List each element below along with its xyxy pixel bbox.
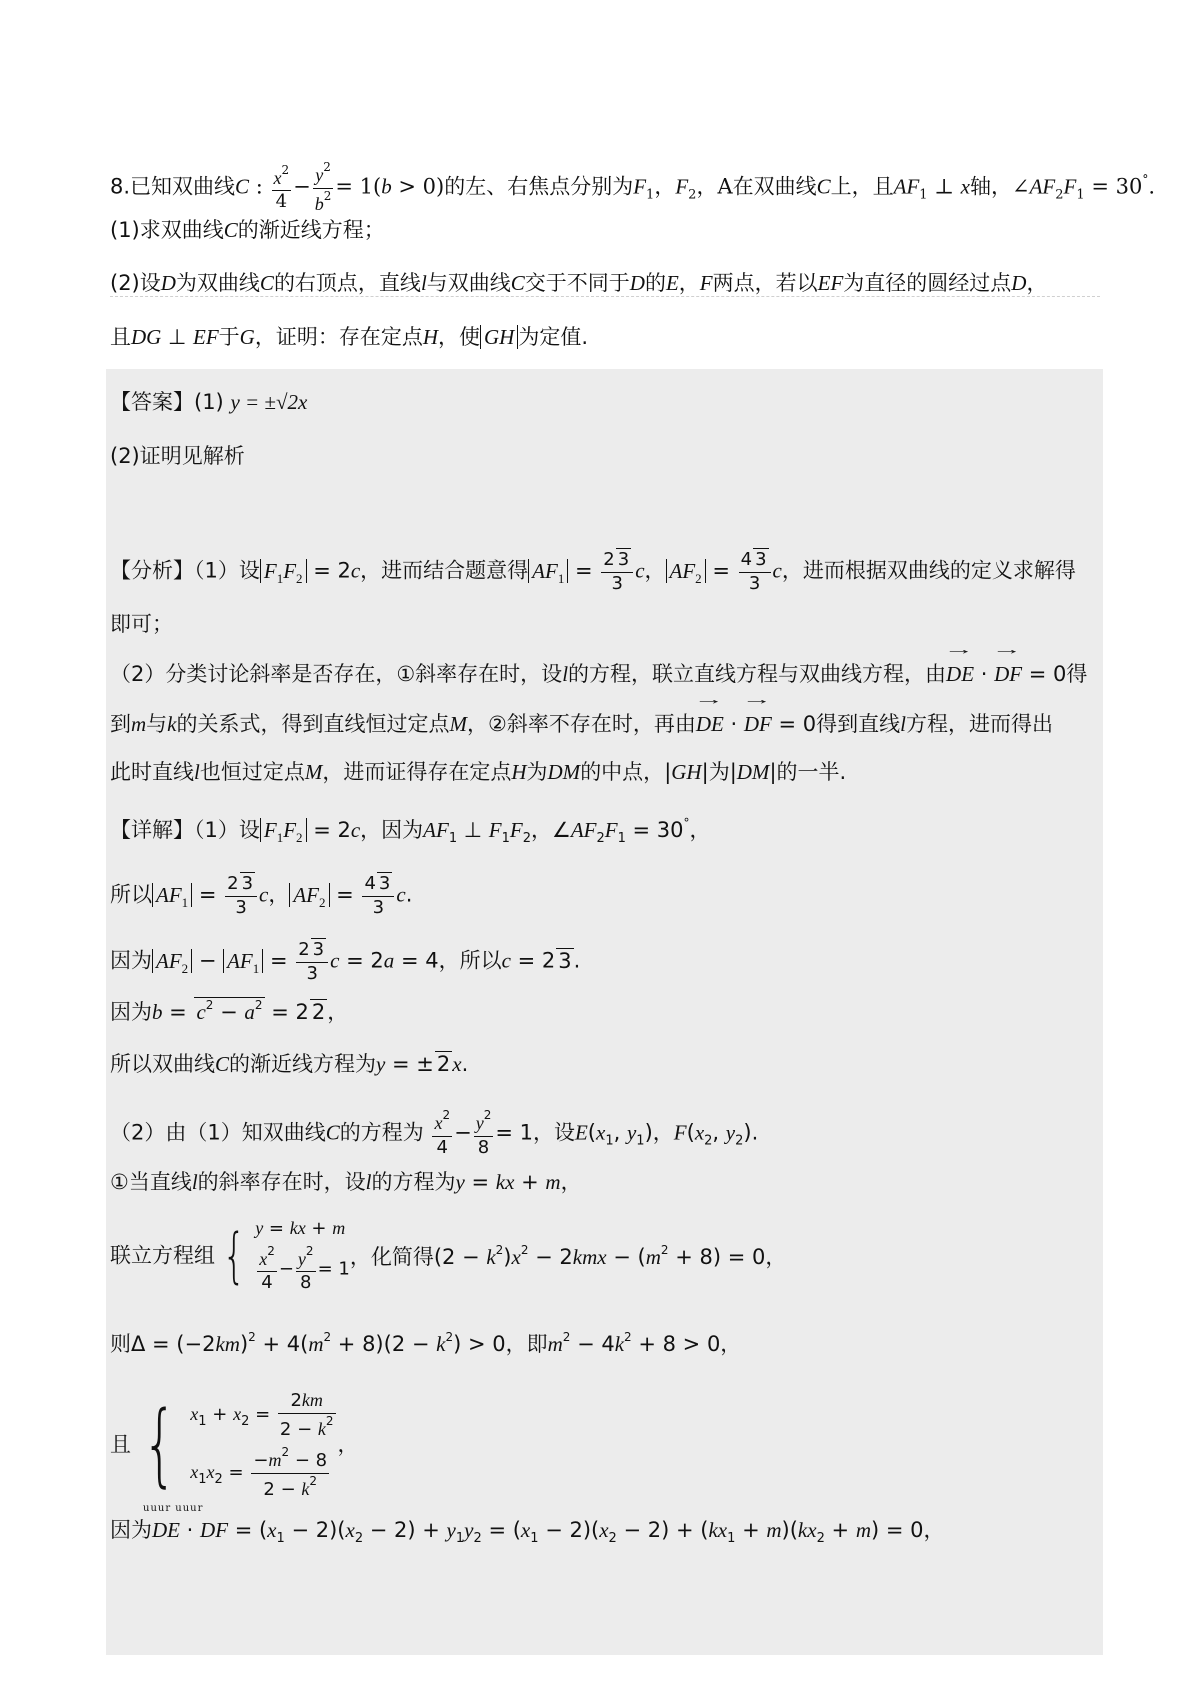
answer-line-1: 【答案】(1) y = ±√2x xyxy=(110,390,308,414)
problem-part-1: (1)求双曲线C的渐近线方程； xyxy=(110,218,385,242)
overlay-marks: uuur uuur xyxy=(143,1503,204,1514)
detail-line-9: 则$\Delta = (-2km)^2 + 4(m^2 + 8)(2 - k^2) > 0$，即$m^2 - 4k^2 + 8 > 0$， xyxy=(110,1330,742,1356)
detail-line-5: 所以双曲线C的渐近线方程为y = ± 2x. xyxy=(110,1052,469,1076)
detail-line-8: 联立方程组 { y = kx + m $\frac{x^2}{4}$ − $\frac{y^2}{8}$ = 1 ，化简得$(2 - k^2)x^2 - 2kmx - (m^2 + 8) = 0$， xyxy=(110,1218,787,1294)
detail-line-3: 因为 $AF_2 - AF_1$ = $\frac{2 3}{3}$ c = 2a = 4，所以c = 2 3. xyxy=(110,939,581,984)
detail-line-2: 所以 $AF_1$ = $\frac{2 3}{3}$ c， $AF_2$ = $\frac{4 3}{3}$ c. xyxy=(110,873,413,918)
detail-line-1: 【详解】（1）设 $F_1F_2 = 2c$，因为$AF_1$ ⊥ $F_1F_2$，$\angle AF_2F_1 = 30^\circ$， xyxy=(110,816,711,846)
analysis-line-2: 即可； xyxy=(110,612,173,636)
detail-line-10: 且 { $x_1 + x_2$ = $\frac{2km}{2 - k^2}$ $x_1x_2$ = $\frac{-m^2 - 8}{2 - k^2}$ ， xyxy=(110,1390,359,1500)
detail-line-6: （2）由（1）知双曲线C的方程为 $\frac{x^2}{4}$ − $\frac{y^2}{8}$ = 1，设$E(x_1$, $y_1$)，$F(x_2$, $y_2$). xyxy=(110,1108,759,1158)
problem-number: 8. xyxy=(110,174,131,199)
detail-line-7: ①当直线l的斜率存在时，设l的方程为y = kx + m， xyxy=(110,1170,582,1194)
detail-line-4: 因为$b = c^2 - a^2 = 2$ 2， xyxy=(110,998,349,1024)
analysis-label: 【分析】 xyxy=(110,558,194,583)
problem-part-2-cont: 且DG ⊥ EF于G，证明：存在定点H，使 GH 为定值. xyxy=(110,325,589,349)
analysis-line-3: （2）分类讨论斜率是否存在，①斜率存在时，设l的方程，联立直线方程与双曲线方程，由→ DE · → DF = 0得 xyxy=(110,660,1087,687)
analysis-line-1: 【分析】（1）设 $F_1F_2 = 2c$，进而结合题意得 $AF_1$ = $\frac{2 3}{3}$ c， $AF_2$ = $\frac{4 3}{3}$ c，进而根据双曲线的定义求解得 xyxy=(110,549,1076,594)
divider xyxy=(110,296,1100,297)
detail-label: 【详解】 xyxy=(110,818,194,842)
analysis-line-4: 到m与k的关系式，得到直线恒过定点M，②斜率不存在时，再由→ DE · → DF = 0得到直线l方程，进而得出 xyxy=(110,710,1053,737)
analysis-line-5: 此时直线l也恒过定点M，进而证得存在定点H为DM的中点，|GH|为|DM|的一半. xyxy=(110,760,847,784)
answer-label: 【答案】 xyxy=(110,390,194,414)
problem-part-2: (2)设D为双曲线C的右顶点，直线l与双曲线C交于不同于D的E，F两点，若以EF为直径的圆经过点D， xyxy=(110,271,1048,295)
detail-line-11: 因为DE · DF = $(x_1 - 2)(x_2 - 2) + y_1y_2 = (x_1 - 2)(x_2 - 2) + (kx_1 + m)(kx_2 + m) = 0$， xyxy=(110,1518,945,1546)
problem-line-1: 8.已知双曲线C : $\frac{x^2}{4}$ − $\frac{y^2}{b^2}$ = 1(b > 0)的左、右焦点分别为$F_1$，$F_2$，A在双曲线C上，且$AF_1$ ⊥ x轴，$\angle AF_2F_1 = 30^\circ$. xyxy=(110,160,1156,214)
answer-line-2: (2)证明见解析 xyxy=(110,444,245,468)
